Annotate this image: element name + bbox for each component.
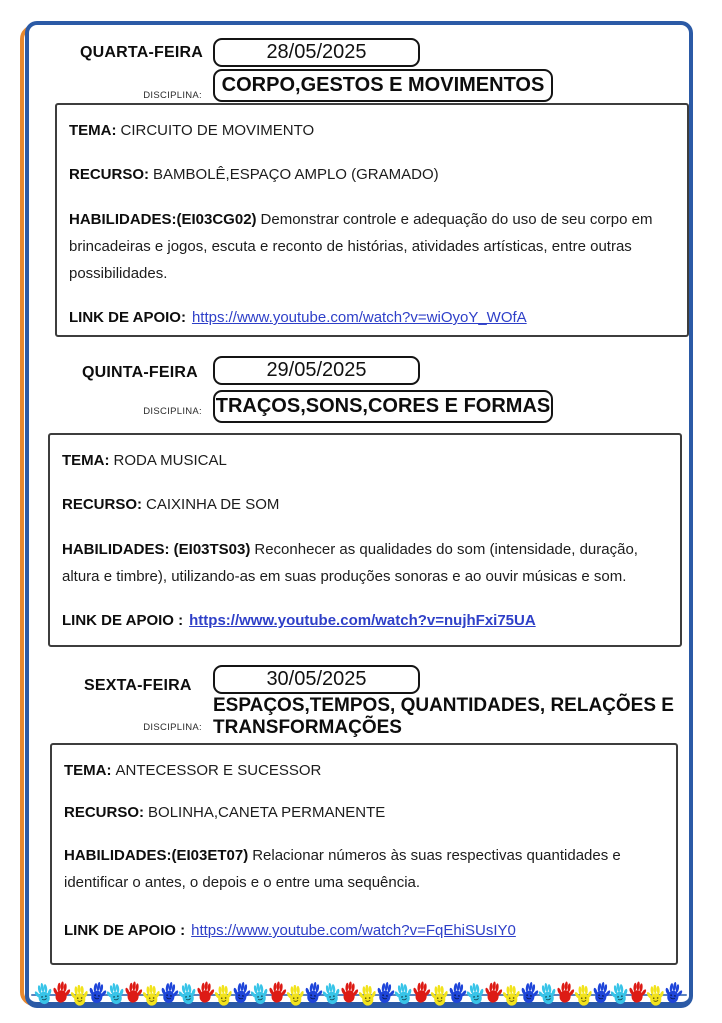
red-handprint-icon [557, 979, 574, 1006]
habilidades-value: Relacionar números às suas respectivas quantidades e identificar o antes, o depois e o entre uma sequência. [64, 847, 621, 891]
yellow-handprint-icon [287, 985, 304, 1006]
content-box-sexta [50, 743, 678, 965]
yellow-handprint-icon [71, 985, 88, 1006]
cyan-handprint-icon [611, 982, 628, 1006]
blue-handprint-icon [449, 980, 466, 1006]
cyan-handprint-icon [467, 982, 484, 1006]
cyan-handprint-icon [107, 982, 124, 1006]
link-label: LINK DE APOIO : [64, 922, 186, 939]
red-handprint-icon [413, 979, 430, 1006]
red-handprint-icon [53, 979, 70, 1006]
tema-row [64, 758, 664, 784]
tema-value: ANTECESSOR E SUCESSOR [115, 762, 322, 779]
habilidades-label: HABILIDADES:(EI03CG02) [69, 211, 257, 228]
tema-value: CIRCUITO DE MOVIMENTO [120, 122, 315, 139]
red-handprint-icon [125, 979, 142, 1006]
recurso-row [69, 162, 675, 188]
cyan-handprint-icon [179, 982, 196, 1006]
content-box-quarta [55, 103, 689, 337]
tema-label: TEMA: [64, 762, 112, 779]
recurso-row [64, 800, 664, 826]
tema-value: RODA MUSICAL [113, 452, 227, 469]
red-handprint-icon [341, 979, 358, 1006]
yellow-handprint-icon [359, 985, 376, 1006]
date-text: 29/05/2025 [266, 359, 367, 381]
yellow-handprint-icon [575, 985, 592, 1006]
disciplina-label: DISCIPLINA: [143, 90, 202, 101]
red-handprint-icon [269, 979, 286, 1006]
handprint-row [32, 974, 684, 1006]
red-handprint-icon [629, 979, 646, 1006]
cyan-handprint-icon [251, 982, 268, 1006]
habilidades-value: Reconhecer as qualidades do som (intensidade, duração, altura e timbre), utilizando-as em suas produções sonoras e ao ouvir músicas e som. [62, 541, 638, 585]
tema-label: TEMA: [69, 122, 117, 139]
tema-row [69, 118, 675, 144]
recurso-value: BOLINHA,CANETA PERMANENTE [148, 804, 386, 821]
link-label: LINK DE APOIO : [62, 612, 184, 629]
recurso-value: CAIXINHA DE SOM [146, 496, 280, 513]
blue-handprint-icon [377, 980, 394, 1006]
link-row [69, 305, 675, 331]
tema-label: TEMA: [62, 452, 110, 469]
content-box-quinta [48, 433, 682, 647]
date-box-quinta [213, 356, 420, 385]
yellow-handprint-icon [143, 985, 160, 1006]
cyan-handprint-icon [395, 982, 412, 1006]
habilidades-value: Demonstrar controle e adequação do uso de seu corpo em brincadeiras e jogos, escuta e reconto de histórias, atividades artísticas, entre outras possibilidades. [69, 211, 653, 282]
disciplina-label: DISCIPLINA: [143, 722, 202, 733]
recurso-value: BAMBOLÊ,ESPAÇO AMPLO (GRAMADO) [153, 166, 439, 183]
disciplina-box-quinta [213, 390, 553, 423]
cyan-handprint-icon [539, 982, 556, 1006]
habilidades-row [69, 206, 675, 287]
yellow-handprint-icon [215, 985, 232, 1006]
habilidades-row [64, 842, 664, 896]
cyan-handprint-icon [35, 982, 52, 1006]
disciplina-box-quarta [213, 69, 553, 102]
day-label-sexta: SEXTA-FEIRA [84, 677, 192, 694]
red-handprint-icon [197, 979, 214, 1006]
yellow-handprint-icon [503, 985, 520, 1006]
blue-handprint-icon [233, 980, 250, 1006]
day-label-quarta: QUARTA-FEIRA [80, 44, 203, 61]
yellow-handprint-icon [647, 985, 664, 1006]
blue-handprint-icon [305, 980, 322, 1006]
disciplina-text-sexta: ESPAÇOS,TEMPOS, QUANTIDADES, RELAÇÕES E TRANSFORMAÇÕES [213, 695, 674, 738]
date-text: 30/05/2025 [266, 668, 367, 690]
habilidades-row [62, 536, 668, 590]
tema-row [62, 448, 668, 474]
recurso-row [62, 492, 668, 518]
support-link-sexta[interactable]: https://www.youtube.com/watch?v=FqEhiSUsIY0 [191, 922, 516, 939]
support-link-quarta[interactable]: https://www.youtube.com/watch?v=wiOyoY_WOfA [191, 309, 527, 326]
blue-handprint-icon [161, 980, 178, 1006]
blue-handprint-icon [521, 980, 538, 1006]
disciplina-text: TRAÇOS,SONS,CORES E FORMAS [215, 395, 551, 417]
recurso-label: RECURSO: [64, 804, 145, 821]
blue-handprint-icon [665, 980, 682, 1006]
blue-handprint-icon [593, 980, 610, 1006]
link-row [62, 608, 668, 634]
date-box-sexta [213, 665, 420, 694]
red-handprint-icon [485, 979, 502, 1006]
date-box-quarta [213, 38, 420, 67]
date-text: 28/05/2025 [266, 41, 367, 63]
link-row [64, 918, 664, 944]
disciplina-text: CORPO,GESTOS E MOVIMENTOS [221, 74, 545, 96]
habilidades-label: HABILIDADES: (EI03TS03) [62, 541, 251, 558]
yellow-handprint-icon [431, 985, 448, 1006]
cyan-handprint-icon [323, 982, 340, 1006]
day-label-quinta: QUINTA-FEIRA [82, 364, 198, 381]
recurso-label: RECURSO: [62, 496, 143, 513]
habilidades-label: HABILIDADES:(EI03ET07) [64, 847, 249, 864]
support-link-quinta[interactable]: https://www.youtube.com/watch?v=nujhFxi75UA [189, 612, 536, 629]
disciplina-label: DISCIPLINA: [143, 406, 202, 417]
link-label: LINK DE APOIO: [69, 309, 186, 326]
recurso-label: RECURSO: [69, 166, 150, 183]
blue-handprint-icon [89, 980, 106, 1006]
